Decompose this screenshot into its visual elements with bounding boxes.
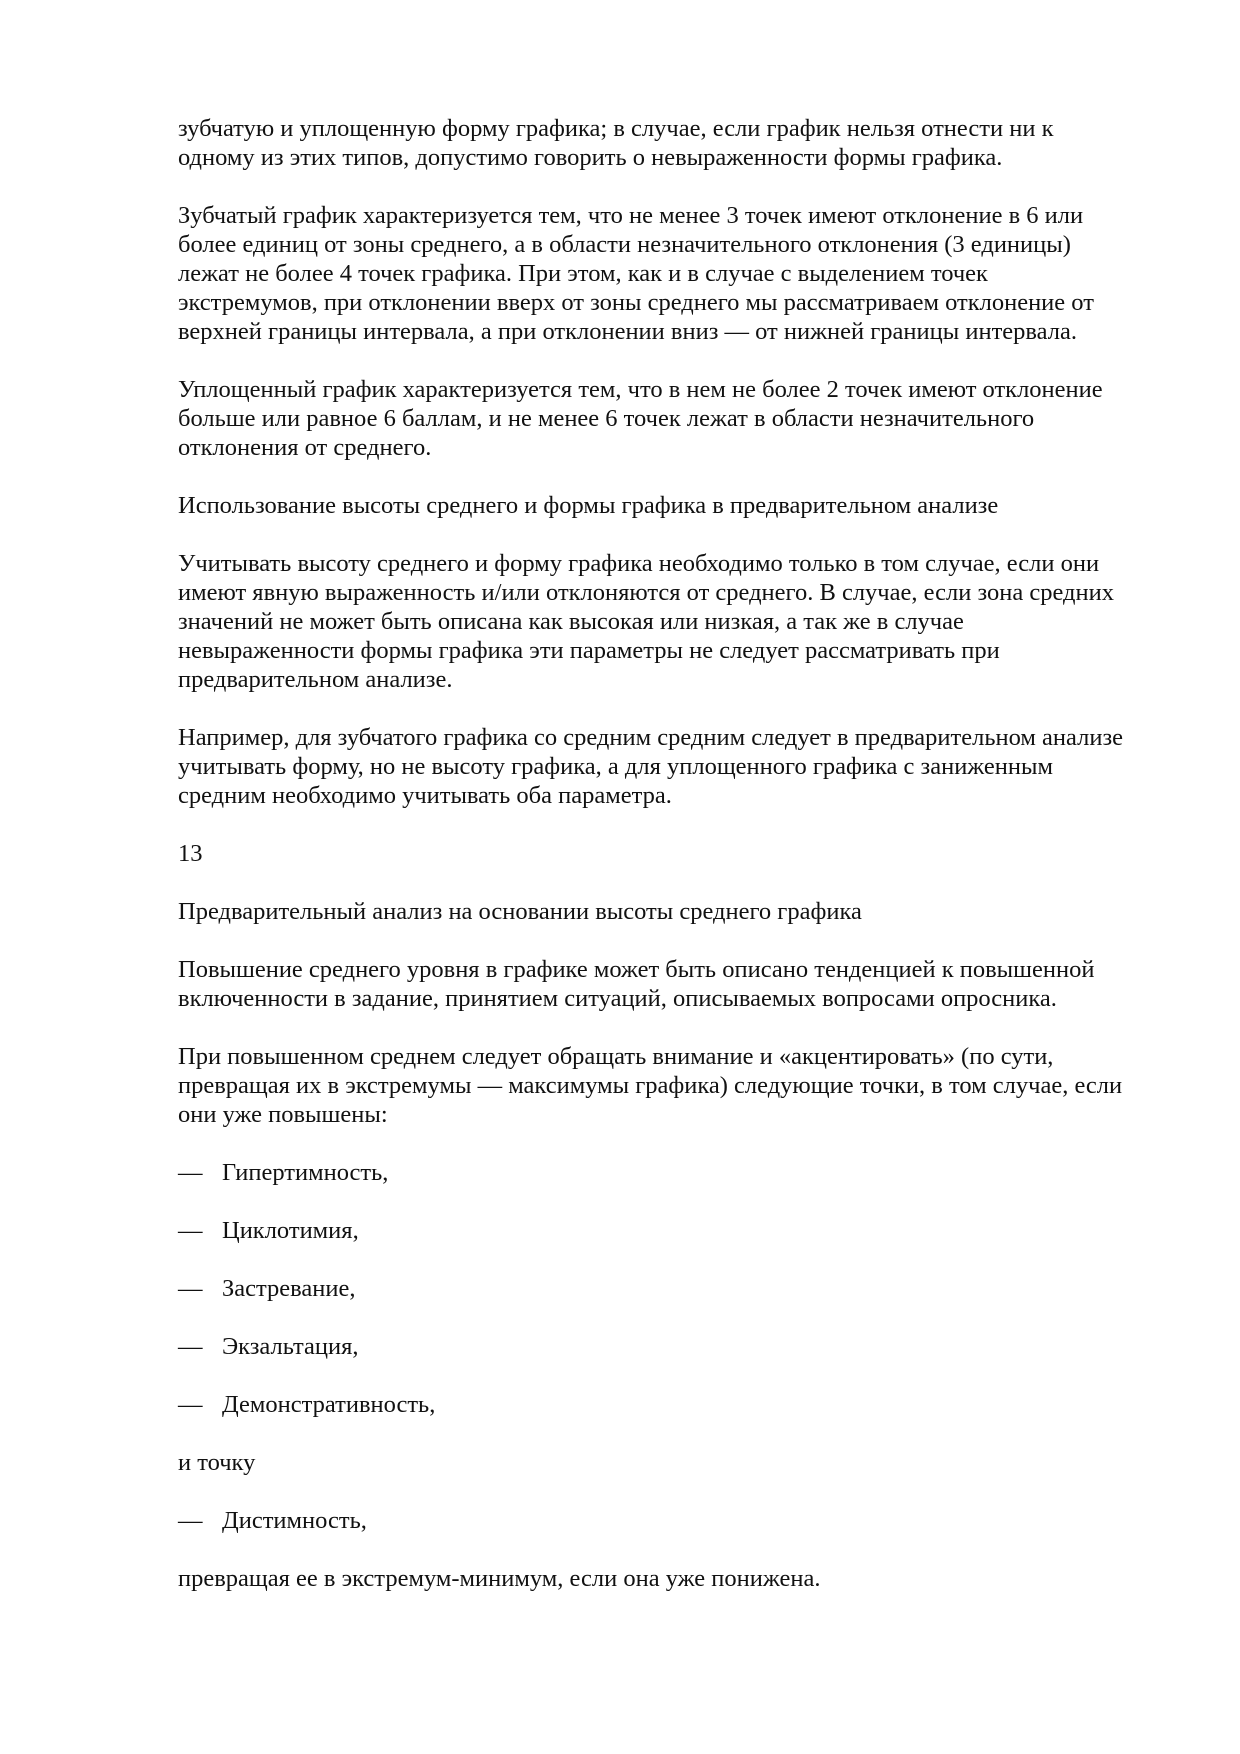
list-item	[178, 1158, 1178, 1187]
text-line: более единиц от зоны среднего, а в области незначительного отклонения (3 единицы)	[178, 231, 1071, 258]
list-item	[178, 1506, 1178, 1535]
text-line: отклонения от среднего.	[178, 434, 432, 461]
text-line: одному из этих типов, допустимо говорить о невыраженности формы графика.	[178, 144, 1003, 171]
text-line: включенности в задание, принятием ситуаций, описываемых вопросами опросника.	[178, 985, 1057, 1012]
text-line: лежат не более 4 точек графика. При этом, как и в случае с выделением точек	[178, 260, 988, 287]
text-line: Уплощенный график характеризуется тем, что в нем не более 2 точек имеют отклонение	[178, 376, 1103, 403]
text-line: экстремумов, при отклонении вверх от зоны среднего мы рассматриваем отклонение от	[178, 289, 1094, 316]
list-item	[178, 1332, 1178, 1361]
list-item-text: Циклотимия,	[222, 1217, 359, 1244]
paragraph	[178, 955, 1178, 1013]
text-line: значений не может быть описана как высокая или низкая, а так же в случае	[178, 608, 964, 635]
dash-bullet: —	[178, 1217, 203, 1244]
list-item-text: Демонстративность,	[222, 1391, 436, 1418]
list-item-text: Экзальтация,	[222, 1333, 359, 1360]
list-item	[178, 1216, 1178, 1245]
text-line: Повышение среднего уровня в графике может быть описано тенденцией к повышенной	[178, 956, 1095, 983]
document-page	[178, 114, 1178, 1622]
paragraph	[178, 723, 1178, 810]
text-line: учитывать форму, но не высоту графика, а для уплощенного графика с заниженным	[178, 753, 1053, 780]
text-line: При повышенном среднем следует обращать внимание и «акцентировать» (по сути,	[178, 1043, 1054, 1070]
text-line: Например, для зубчатого графика со средним средним следует в предварительном анализе	[178, 724, 1124, 751]
text-line: средним необходимо учитывать оба параметра.	[178, 782, 672, 809]
list-item-text: Застревание,	[222, 1275, 356, 1302]
paragraph	[178, 114, 1178, 172]
paragraph	[178, 1042, 1178, 1129]
paragraph: превращая ее в экстремум-минимум, если она уже понижена.	[178, 1565, 821, 1592]
text-line: предварительном анализе.	[178, 666, 453, 693]
dash-bullet: —	[178, 1275, 203, 1302]
text-line: они уже повышены:	[178, 1101, 388, 1128]
text-line: Зубчатый график характеризуется тем, что не менее 3 точек имеют отклонение в 6 или	[178, 202, 1084, 229]
list-item-text: Гипертимность,	[222, 1159, 389, 1186]
paragraph: и точку	[178, 1449, 256, 1476]
text-line: больше или равное 6 баллам, и не менее 6 точек лежат в области незначительного	[178, 405, 1035, 432]
paragraph	[178, 201, 1178, 346]
section-heading: Предварительный анализ на основании высоты среднего графика	[178, 898, 862, 925]
dash-bullet: —	[178, 1333, 203, 1360]
text-line: верхней границы интервала, а при отклонении вниз — от нижней границы интервала.	[178, 318, 1077, 345]
text-line: невыраженности формы графика эти параметры не следует рассматривать при	[178, 637, 1000, 664]
dash-bullet: —	[178, 1391, 203, 1418]
paragraph	[178, 375, 1178, 462]
dash-bullet: —	[178, 1507, 203, 1534]
section-heading: Использование высоты среднего и формы графика в предварительном анализе	[178, 492, 999, 519]
text-line: превращая их в экстремумы — максимумы графика) следующие точки, в том случае, если	[178, 1072, 1123, 1099]
text-line: зубчатую и уплощенную форму графика; в случае, если график нельзя отнести ни к	[178, 115, 1054, 142]
text-line: имеют явную выраженность и/или отклоняются от среднего. В случае, если зона средних	[178, 579, 1114, 606]
list-item-text: Дистимность,	[222, 1507, 367, 1534]
text-line: Учитывать высоту среднего и форму графика необходимо только в том случае, если они	[178, 550, 1100, 577]
dash-bullet: —	[178, 1159, 203, 1186]
page-number: 13	[178, 840, 203, 867]
list-item	[178, 1274, 1178, 1303]
list-item	[178, 1390, 1178, 1419]
paragraph	[178, 549, 1178, 694]
